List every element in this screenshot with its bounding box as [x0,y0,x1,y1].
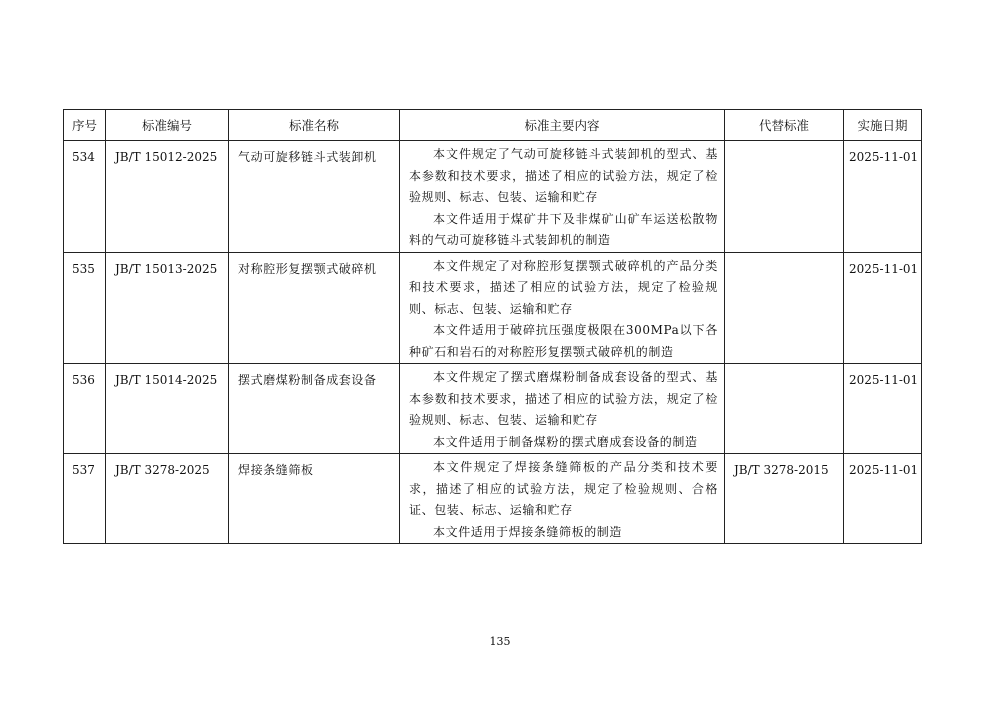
effective-date: 2025-11-01 [849,463,919,477]
replaced-standard [725,141,843,147]
header-name: 标准名称 [229,110,400,141]
row-number: 535 [72,261,95,276]
standard-name: 摆式磨煤粉制备成套设备 [238,373,377,387]
effective-date: 2025-11-01 [849,261,919,276]
row-number: 537 [72,463,95,477]
standard-code: JB/T 3278-2025 [115,463,210,477]
replaced-standard: JB/T 3278-2015 [734,463,829,477]
content-scope-paragraph: 本文件规定了焊接条缝筛板的产品分类和技术要求，描述了相应的试验方法，规定了检验规则、合格证、包装、标志、运输和贮存 [409,460,718,517]
content-scope-paragraph: 本文件规定了对称腔形复摆颚式破碎机的产品分类和技术要求，描述了相应的试验方法，规定了检验规则、标志、包装、运输和贮存 [409,258,718,316]
standard-name: 焊接条缝筛板 [238,463,314,477]
header-no: 序号 [64,110,106,141]
table-row [64,454,922,544]
content-applicability-paragraph: 本文件适用于制备煤粉的摆式磨成套设备的制造 [433,434,698,449]
content-scope-paragraph: 本文件规定了摆式磨煤粉制备成套设备的型式、基本参数和技术要求，描述了相应的试验方法，规定了检验规则、标志、包装、运输和贮存 [409,370,718,427]
replaced-standard [725,253,843,259]
table-row [64,141,922,253]
standard-content [400,141,724,252]
table-row [64,364,922,454]
row-number: 534 [72,150,95,164]
standards-table [63,109,922,544]
header-date: 实施日期 [844,110,922,141]
standard-content [400,364,724,453]
standard-code: JB/T 15012-2025 [115,150,218,164]
content-applicability-paragraph: 本文件适用于煤矿井下及非煤矿山矿车运送松散物料的气动可旋移链斗式装卸机的制造 [409,211,718,247]
replaced-standard [725,364,843,370]
standard-content [400,454,724,543]
standard-code: JB/T 15014-2025 [115,373,218,387]
header-content: 标准主要内容 [400,110,725,141]
standard-content [400,253,724,364]
header-replace: 代替标准 [725,110,844,141]
table-header-row [64,110,922,141]
row-number: 536 [72,373,95,387]
standard-name: 气动可旋移链斗式装卸机 [238,150,377,164]
effective-date: 2025-11-01 [849,373,919,387]
standard-code: JB/T 15013-2025 [115,261,218,276]
standard-name: 对称腔形复摆颚式破碎机 [238,261,377,276]
content-applicability-paragraph: 本文件适用于破碎抗压强度极限在300MPa以下各种矿石和岩石的对称腔形复摆颚式破碎机的制造 [409,323,718,359]
content-applicability-paragraph: 本文件适用于焊接条缝筛板的制造 [433,524,623,539]
header-code: 标准编号 [106,110,229,141]
effective-date: 2025-11-01 [849,150,919,164]
table-row [64,252,922,364]
content-scope-paragraph: 本文件规定了气动可旋移链斗式装卸机的型式、基本参数和技术要求，描述了相应的试验方法，规定了检验规则、标志、包装、运输和贮存 [409,147,718,204]
page-number: 135 [489,635,511,648]
